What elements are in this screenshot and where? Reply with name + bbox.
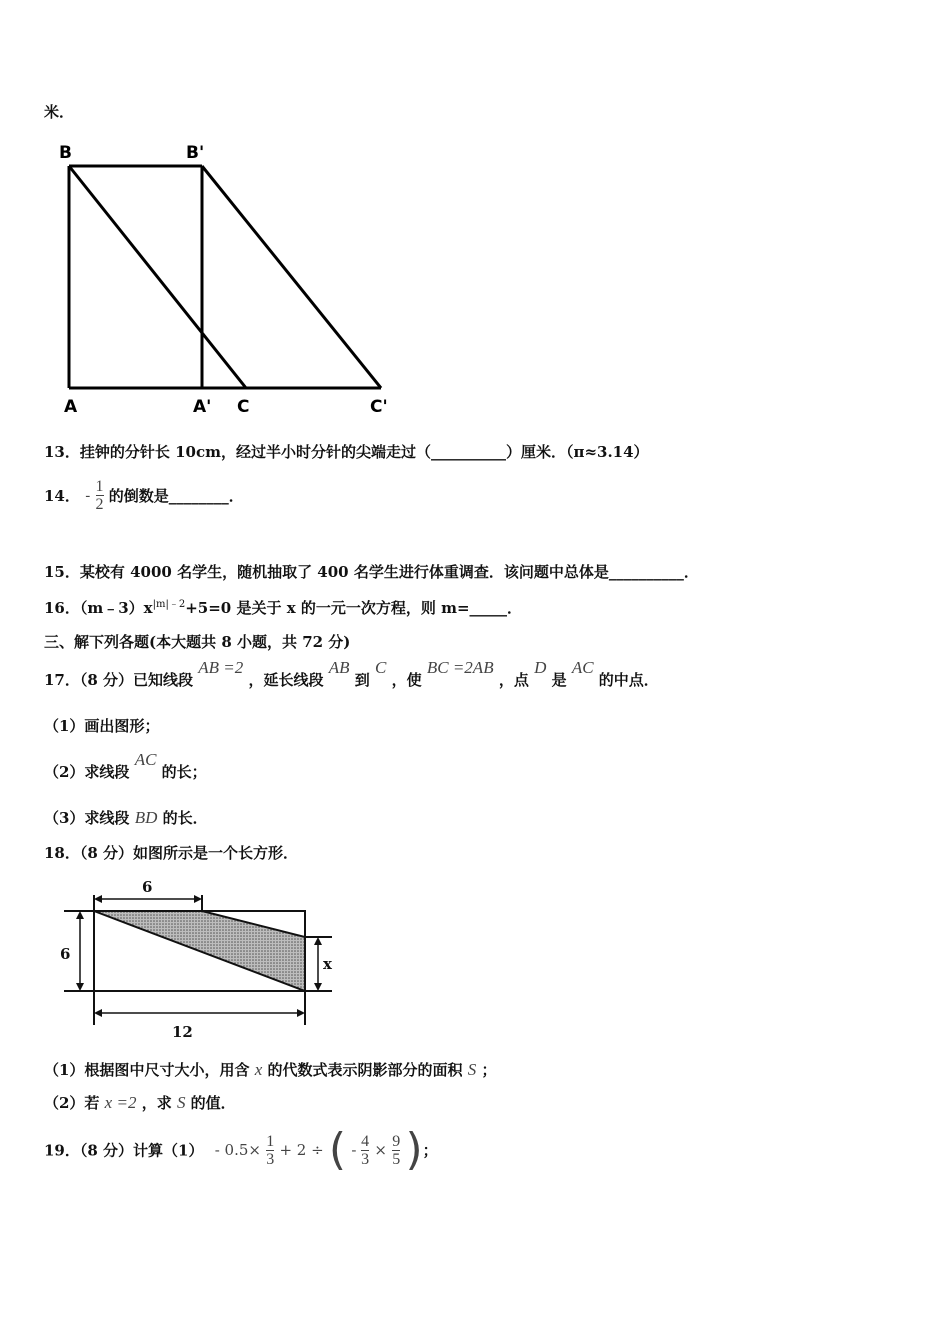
q16-exponent: |m|﹣2 (152, 599, 186, 610)
question-15: 15．某校有 4000 名学生，随机抽取了 400 名学生进行体重调查．该问题中总体是__________． (44, 563, 699, 581)
label-b-prime: B' (186, 143, 205, 163)
q14-sign: - (85, 486, 91, 505)
dim-right: x (323, 955, 332, 973)
segment-b1c1 (202, 166, 381, 388)
question-14: 14． - $\frac{1}{2}$ 的倒数是________． (44, 478, 244, 513)
figure-translation-diagram (50, 140, 410, 420)
question-19: 19．（8 分）计算（1） - 0.5× $\frac{1}{3}$ + 2 ÷ ( - $\frac{4}{3}$ × $\frac{9}{5}$ )； (44, 1124, 438, 1175)
q18-part-2: （2）若 x =2 ，求 S 的值． (44, 1093, 236, 1112)
q17-part-2: （2）求线段 AC 的长； (44, 750, 207, 781)
q17-part-3: （3）求线段 BD 的长． (44, 808, 208, 827)
q17-part-1: （1）画出图形； (44, 717, 160, 735)
label-a: A (64, 397, 78, 417)
q14-fraction: $\frac{1}{2}$ (95, 478, 104, 513)
dim-top: 6 (142, 878, 153, 896)
shaded-region (94, 911, 305, 991)
q12-tail: 米． (44, 103, 75, 121)
question-17: 17．（8 分）已知线段 AB =2 ，延长线段 AB 到 C ，使 BC =2AB ，点 D 是 AC 的中点． (44, 658, 659, 689)
question-16: 16．$(m﹣3)x^{|m|﹣2}+5=0$ 是关于 x 的一元一次方程，则 m=_____． (44, 599, 523, 617)
figure-rectangle-shaded (60, 875, 360, 1045)
label-c-prime: C' (370, 397, 388, 417)
question-18-title: 18．（8 分）如图所示是一个长方形． (44, 844, 299, 862)
segment-bc (69, 166, 246, 388)
section-3-heading: 三、解下列各题(本大题共 8 小题，共 72 分) (44, 633, 351, 651)
dim-bottom: 12 (172, 1023, 193, 1041)
q18-part-1: （1）根据图中尺寸大小，用含 x 的代数式表示阴影部分的面积 S ； (44, 1060, 497, 1079)
dim-left: 6 (60, 945, 71, 963)
question-13: 13．挂钟的分针长 10cm，经过半小时分针的尖端走过（__________）厘米．（π≈3.14） (44, 443, 649, 461)
label-c: C (237, 397, 250, 417)
label-a-prime: A' (193, 397, 212, 417)
label-b: B (59, 143, 72, 163)
